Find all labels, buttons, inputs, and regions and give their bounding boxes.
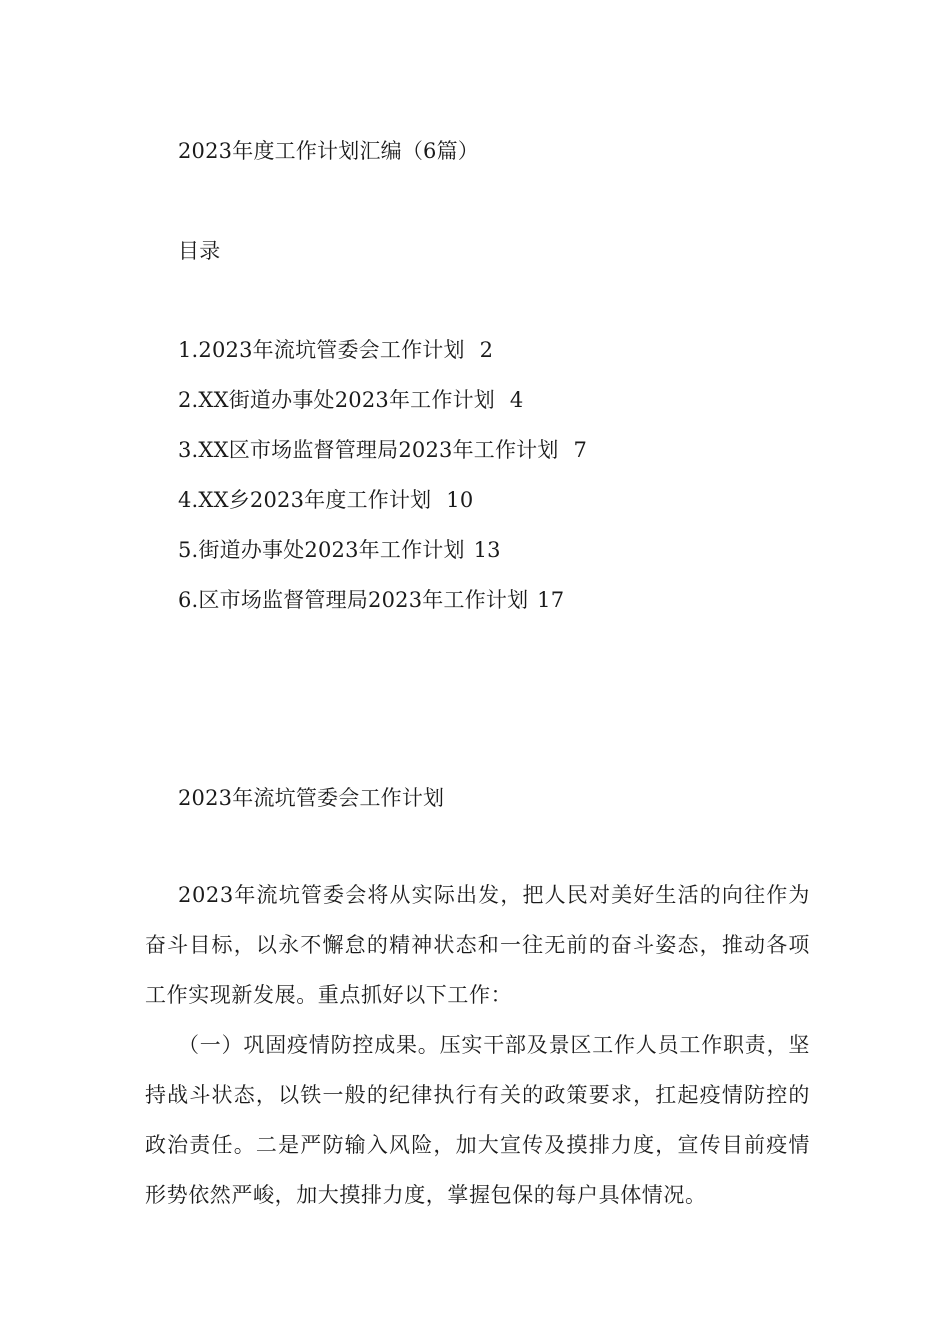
section-title: 2023年流坑管委会工作计划 — [178, 786, 445, 810]
toc-entry — [178, 486, 473, 514]
toc-entry — [178, 536, 501, 564]
toc-entry-page: 4 — [509, 388, 524, 412]
toc-entry-text: 6.区市场监督管理局2023年工作计划 — [178, 588, 529, 612]
body-paragraph: 2023年流坑管委会将从实际出发，把人民对美好生活的向往作为奋斗目标，以永不懈怠的精神状态和一往无前的奋斗姿态，推动各项工作实现新发展。重点抓好以下工作： — [145, 883, 810, 1007]
toc-entry-text: 1.2023年流坑管委会工作计划 — [178, 338, 465, 362]
toc-entry — [178, 436, 587, 464]
toc-entry-page: 10 — [446, 488, 474, 512]
toc-entry — [178, 586, 564, 614]
toc-entry-text: 2.XX街道办事处2023年工作计划 — [178, 388, 495, 412]
toc-entry-page: 2 — [479, 338, 494, 362]
document-title: 2023年度工作计划汇编（6篇） — [178, 139, 480, 163]
toc-entry-page: 7 — [573, 438, 588, 462]
toc-entry — [178, 386, 523, 414]
body-paragraph: （一）巩固疫情防控成果。压实干部及景区工作人员工作职责，坚持战斗状态，以铁一般的纪律执行有关的政策要求，扛起疫情防控的政治责任。二是严防输入风险，加大宣传及摸排力度，宣传目前疫情形势依然严峻，加大摸排力度，掌握包保的每户具体情况。 — [145, 1033, 810, 1207]
toc-entry-text: 3.XX区市场监督管理局2023年工作计划 — [178, 438, 559, 462]
toc-entry — [178, 336, 493, 364]
toc-heading: 目录 — [178, 239, 221, 263]
toc-entry-page: 13 — [473, 538, 501, 562]
toc-entry-text: 4.XX乡2023年度工作计划 — [178, 488, 432, 512]
toc-entry-text: 5.街道办事处2023年工作计划 — [178, 538, 465, 562]
toc-entry-page: 17 — [537, 588, 565, 612]
